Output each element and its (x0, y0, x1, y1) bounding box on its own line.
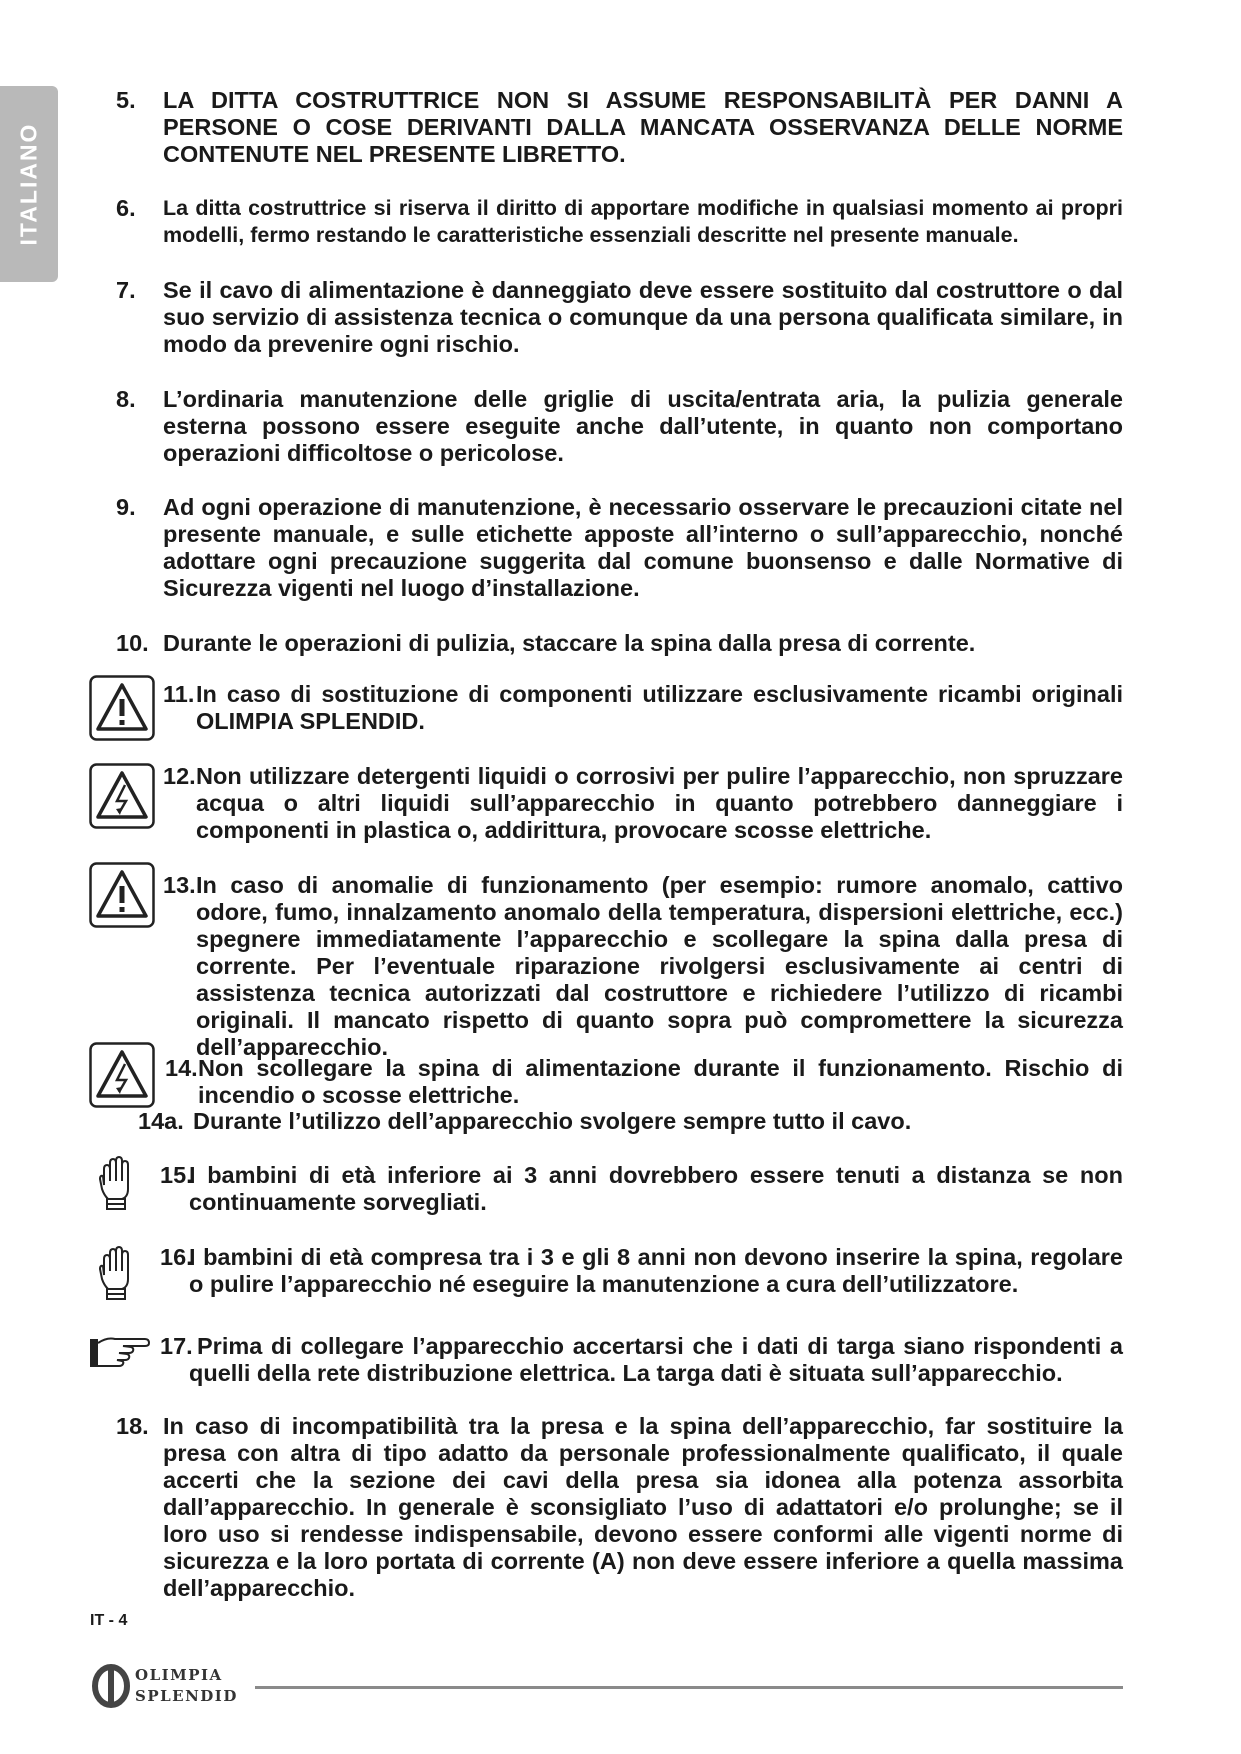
item-14-text: Non scollegare la spina di alimentazione durante il funzionamento. Rischio di incendio o scosse elettriche. (198, 1055, 1123, 1108)
item-6-text: La ditta costruttrice si riserva il diritto di apportare modifiche in qualsiasi momento ai propri modelli, fermo restando le caratteristiche essenziali descritte nel presente manuale. (163, 196, 1123, 247)
item-number: 5. (116, 87, 136, 113)
logo-text-line1: OLIMPIA (135, 1666, 223, 1684)
item-number: 14. (165, 1055, 198, 1081)
item-17-text: Prima di collegare l’apparecchio accertarsi che i dati di targa siano rispondenti a quelli della rete distribuzione elettrica. La targa dati è situata sull’apparecchio. (189, 1333, 1123, 1386)
language-tab-label: ITALIANO (15, 122, 42, 246)
item-number: 12. (163, 763, 196, 789)
hand-icon (98, 1155, 134, 1211)
item-9-text: Ad ogni operazione di manutenzione, è necessario osservare le precauzioni citate nel presente manuale, e sulle etichette apposte all’interno o sull’apparecchio, nonché adottare ogni precauzione suggerita dal comune buonsenso e dalle Normative di Sicurezza vigenti nel luogo d’installazione. (163, 494, 1123, 601)
item-11-text: In caso di sostituzione di componenti utilizzare esclusivamente ricambi originali OLIMPIA SPLENDID. (196, 681, 1123, 734)
item-number: 14a. (138, 1108, 184, 1134)
item-number: 10. (116, 630, 149, 656)
hand-icon (98, 1245, 134, 1301)
item-number: 13. (163, 872, 196, 898)
item-14a-text: Durante l’utilizzo dell’apparecchio svolgere sempre tutto il cavo. (193, 1108, 912, 1134)
item-number: 16. (160, 1244, 193, 1270)
item-number: 17. (160, 1333, 193, 1359)
item-12-text: Non utilizzare detergenti liquidi o corrosivi per pulire l’apparecchio, non spruzzare acqua o altri liquidi sull’apparecchio in quanto potrebbero danneggiare i componenti in plastica o, addirittura, provocare scosse elettriche. (196, 763, 1123, 843)
pointing-hand-icon (89, 1333, 151, 1369)
logo-text-line2: SPLENDID (135, 1687, 238, 1705)
item-7-text: Se il cavo di alimentazione è danneggiato deve essere sostituito dal costruttore o dal suo servizio di assistenza tecnica o comunque da una persona qualificata similare, in modo da prevenire ogni rischio. (163, 277, 1123, 357)
item-number: 15. (160, 1162, 193, 1188)
item-number: 11. (163, 681, 195, 707)
item-13-text: In caso di anomalie di funzionamento (per esempio: rumore anomalo, cattivo odore, fumo, innalzamento anomalo della temperatura, dispersioni elettriche, ecc.) spegnere immediatamente l’apparecchio e scollegare la spina dalla presa di corrente. Per l’eventuale riparazione rivolgersi esclusivamente ai centri di assistenza tecnica autorizzati dal costruttore e richiedere l’utilizzo di ricambi originali. Il mancato rispetto di quanto sopra può compromettere la sicurezza dell’apparecchio. (196, 872, 1123, 1060)
footer-divider (255, 1686, 1123, 1689)
item-5-text: LA DITTA COSTRUTTRICE NON SI ASSUME RESPONSABILITÀ PER DANNI A PERSONE O COSE DERIVANTI DALLA MANCATA OSSERVANZA DELLE NORME CONTENUTE NEL PRESENTE LIBRETTO. (163, 87, 1123, 167)
item-number: 6. (116, 195, 136, 221)
item-number: 8. (116, 386, 136, 412)
item-number: 9. (116, 494, 136, 520)
item-15-text: I bambini di età inferiore ai 3 anni dovrebbero essere tenuti a distanza se non continuamente sorvegliati. (189, 1162, 1123, 1215)
language-tab (0, 86, 58, 282)
item-10-text: Durante le operazioni di pulizia, staccare la spina dalla presa di corrente. (163, 630, 976, 656)
electric-hazard-icon (89, 763, 155, 829)
item-number: 7. (116, 277, 136, 303)
page-number: IT - 4 (90, 1612, 128, 1629)
item-8-text: L’ordinaria manutenzione delle griglie di uscita/entrata aria, la pulizia generale esterna possono essere eseguite anche dall’utente, in quanto non comportano operazioni difficoltose o pericolose. (163, 386, 1123, 466)
item-16-text: I bambini di età compresa tra i 3 e gli 8 anni non devono inserire la spina, regolare o pulire l’apparecchio né eseguire la manutenzione a cura dell’utilizzatore. (189, 1244, 1123, 1297)
item-18-text: In caso di incompatibilità tra la presa e la spina dell’apparecchio, far sostituire la presa con altra di tipo adatto da personale professionalmente qualificato, il quale accerti che la sezione dei cavi della presa sia idonea alla potenza assorbita dall’apparecchio. In generale è sconsigliato l’uso di adattatori e/o prolunghe; se il loro uso si rendesse indispensabile, devono essere conformi alle vigenti norme di sicurezza e la loro portata di corrente (A) non deve essere inferiore a quella massima dell’apparecchio. (163, 1413, 1123, 1601)
warning-triangle-icon (89, 675, 155, 741)
warning-triangle-icon (89, 862, 155, 928)
item-number: 18. (116, 1413, 149, 1439)
electric-hazard-icon (89, 1042, 155, 1108)
olimpia-splendid-logo (90, 1664, 132, 1708)
